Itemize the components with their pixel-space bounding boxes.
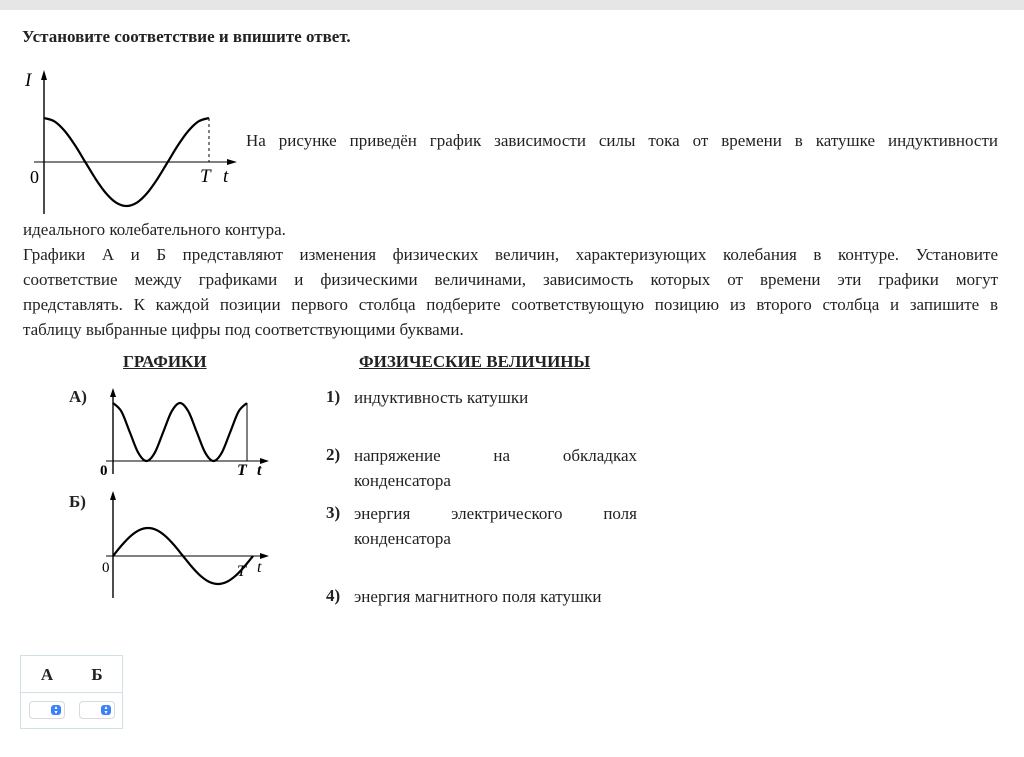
select-arrows-icon: ▴ ▾	[101, 705, 111, 715]
intro-text-continued: идеального колебательного контура.	[23, 220, 286, 239]
answer-table-header	[21, 656, 122, 693]
origin-label: 0	[100, 463, 108, 479]
x-axis-label: t	[257, 462, 262, 479]
instructions-line-1: Графики А и Б представляют изменения физических величин, характеризующих колебания в контуре. Установите	[23, 245, 998, 264]
y-axis-label: I	[25, 70, 32, 91]
option-4-line: энергия магнитного поля катушки	[354, 587, 602, 606]
task-title: Установите соответствие и впишите ответ.	[22, 27, 351, 46]
y-axis-arrow	[110, 491, 116, 500]
option-2-text	[354, 443, 637, 493]
series-curve-1	[113, 403, 247, 461]
answer-select-b[interactable]	[79, 701, 115, 719]
top-bar	[0, 0, 1024, 10]
option-2-number: 2)	[326, 445, 341, 464]
answer-col-a-header: А	[40, 665, 54, 684]
current-graph	[20, 66, 240, 216]
period-label: T	[200, 166, 211, 187]
option-3-text	[354, 501, 637, 551]
intro-text: На рисунке приведён график зависимости силы тока от времени в катушке индуктивности	[246, 131, 998, 150]
option-3-number: 3)	[326, 503, 341, 522]
graph-a-label: А)	[69, 387, 87, 406]
origin-label: 0	[102, 560, 110, 576]
origin-label: 0	[30, 167, 39, 187]
option-1-text	[354, 385, 637, 410]
instructions-line-4: таблицу выбранные цифры под соответствующими буквами.	[23, 320, 464, 339]
option-1-number: 1)	[326, 387, 341, 406]
answer-table	[20, 655, 123, 729]
instructions-line-2: соответствие между графиками и физическими величинами, зависимость которых от времени эти графики могут	[23, 270, 998, 289]
graph-b-label: Б)	[69, 492, 86, 511]
option-2-line-2: конденсатора	[354, 471, 451, 490]
option-3-line-1: энергия электрического поля	[354, 504, 637, 523]
option-1-line: индуктивность катушки	[354, 388, 529, 407]
x-axis-arrow	[227, 159, 237, 165]
y-axis-arrow	[41, 70, 47, 80]
y-axis-arrow	[110, 388, 116, 397]
option-2-line-1: напряжение на обкладках	[354, 446, 637, 465]
graph-a	[98, 386, 273, 481]
quantities-column-heading: ФИЗИЧЕСКИЕ ВЕЛИЧИНЫ	[359, 352, 591, 371]
x-axis-label: t	[223, 166, 229, 187]
instructions-line-3: представлять. К каждой позиции первого столбца подберите соответствующую позицию из второго столбца и запишите в	[23, 295, 998, 314]
graphs-column-heading: ГРАФИКИ	[123, 352, 207, 371]
x-axis-label: t	[257, 559, 262, 576]
answer-select-a[interactable]	[29, 701, 65, 719]
option-3-line-2: конденсатора	[354, 529, 451, 548]
select-arrows-icon: ▴ ▾	[51, 705, 61, 715]
period-label: T	[237, 462, 247, 479]
graph-b	[98, 488, 273, 603]
answer-col-b-header: Б	[91, 665, 103, 684]
option-4-text	[354, 584, 637, 609]
option-4-number: 4)	[326, 586, 341, 605]
period-label: T	[237, 563, 246, 580]
